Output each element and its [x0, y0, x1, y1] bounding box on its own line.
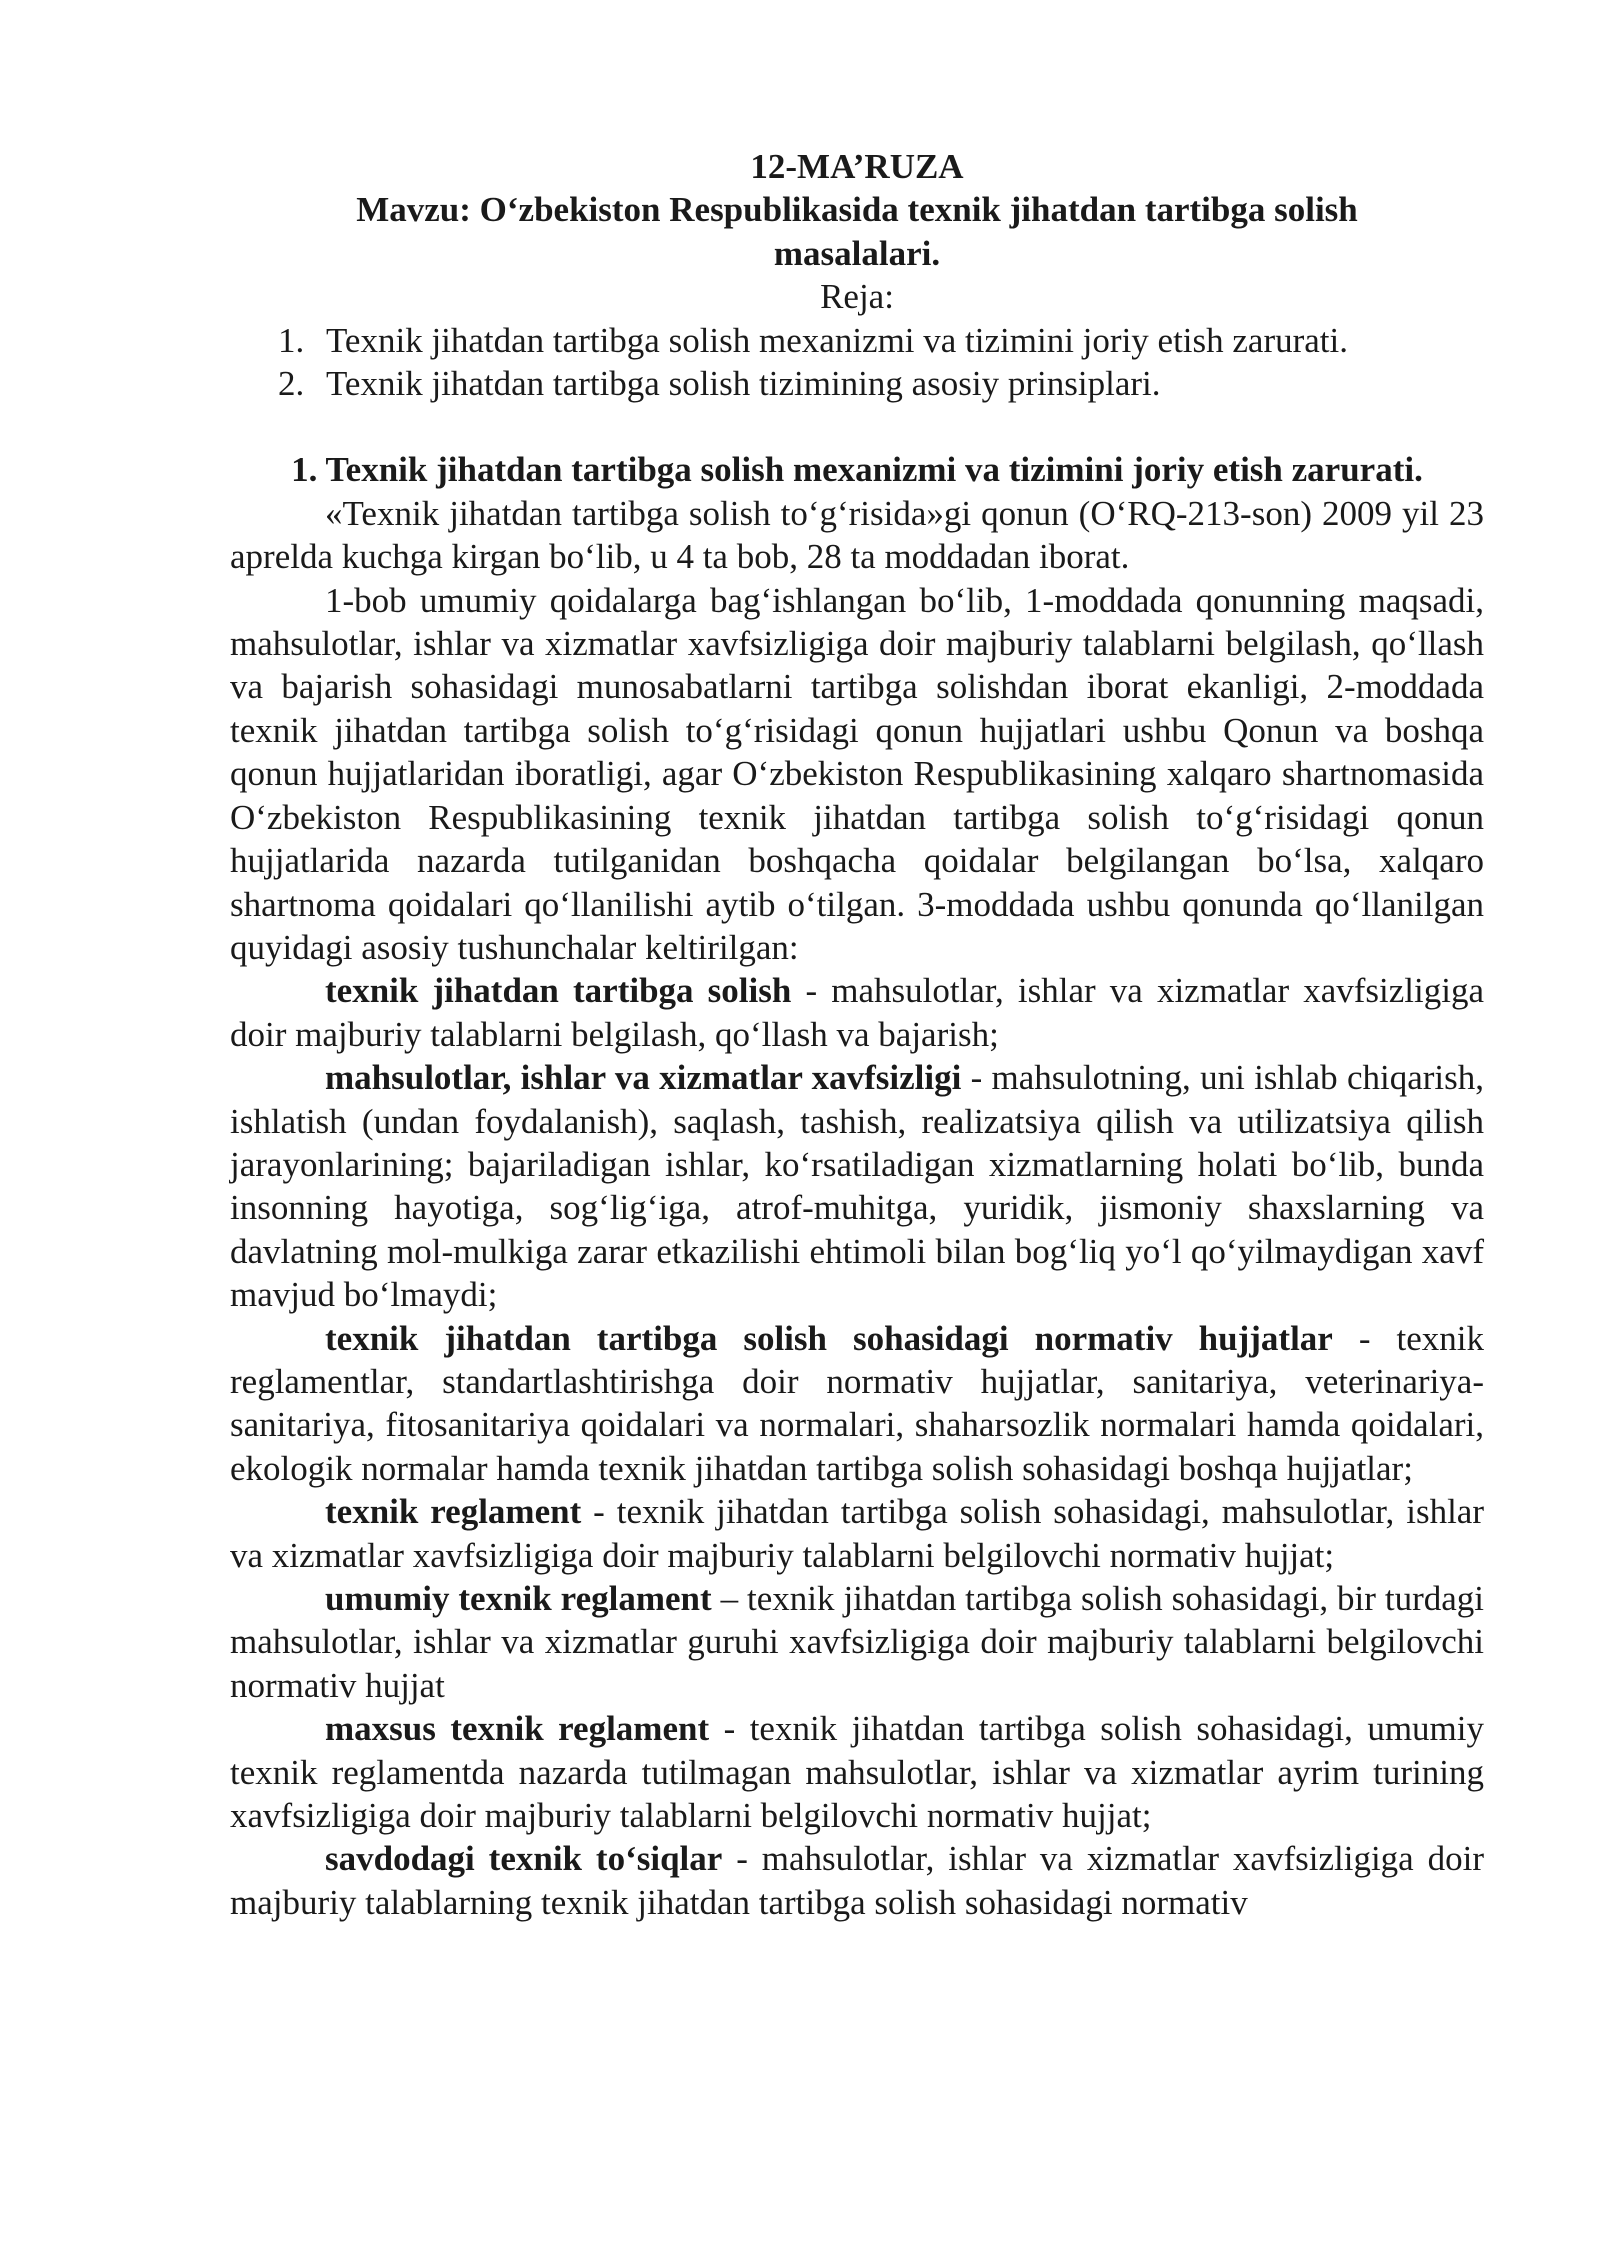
definition-term: savdodagi texnik to‘siqlar: [325, 1839, 723, 1879]
plan-item: [230, 362, 1484, 405]
lecture-topic: Mavzu: O‘zbekiston Respublikasida texnik jihatdan tartibga solish masalalari.: [356, 190, 1358, 273]
paragraph: [230, 579, 1484, 970]
definition-paragraph: [230, 1837, 1484, 1924]
definition-text: - texnik reglamentlar, standartlashtirishga doir normativ hujjatlar, sanitariya, veterinariya-sanitariya, fitosanitariya qoidalari va normalari, shaharsozlik normalari hamda qoidalari, ekologik normalar hamda texnik jihatdan tartibga solish sohasidagi boshqa hujjatlar;: [230, 1318, 1485, 1488]
definition-text: – texnik jihatdan tartibga solish sohasidagi, bir turdagi mahsulotlar, ishlar va xizmatlar guruhi xavfsizligiga doir majburiy talablarni belgilovchi normativ hujjat: [230, 1579, 1484, 1705]
plan-item-text: Texnik jihatdan tartibga solish tizimining asosiy prinsiplari.: [326, 364, 1161, 404]
paragraph-text: 1-bob umumiy qoidalarga bag‘ishlangan bo‘lib, 1-moddada qonunning maqsadi, mahsulotlar, ishlar va xizmatlar xavfsizligiga doir majburiy talablarni belgilash, qo‘llash va bajarish sohasidagi munosabatlarni tartibga solishdan iborat ekanligi, 2-moddada texnik jihatdan tartibga solish to‘g‘risidagi qonun hujjatlari ushbu Qonun va boshqa qonun hujjatlaridan iboratligi, agar O‘zbekiston Respublikasining xalqaro shartnomasida O‘zbekiston Respublikasining texnik jihatdan tartibga solish to‘g‘risidagi qonun hujjatlarida nazarda tutilganidan boshqacha qoidalar belgilangan bo‘lsa, xalqaro shartnoma qoidalari qo‘llanilishi aytib o‘tilgan. 3-moddada ushbu qonunda qo‘llanilgan quyidagi asosiy tushunchalar keltirilgan:: [230, 580, 1484, 967]
paragraph-text: «Texnik jihatdan tartibga solish to‘g‘risida»gi qonun (O‘RQ-213-son) 2009 yil 23 aprelda kuchga kirgan bo‘lib, u 4 ta bob, 28 ta moddadan iborat.: [230, 493, 1484, 577]
definition-text: - mahsulotlar, ishlar va xizmatlar xavfsizligiga doir majburiy talablarning texnik jihatdan tartibga solish sohasidagi normativ: [230, 1839, 1484, 1922]
document-page: [230, 145, 1484, 1924]
spacer: [230, 405, 1484, 448]
plan-item-text: Texnik jihatdan tartibga solish mexanizmi va tizimini joriy etish zarurati.: [326, 320, 1349, 360]
definition-text: - mahsulotning, uni ishlab chiqarish, ishlatish (undan foydalanish), saqlash, tashish, realizatsiya qilish va utilizatsiya qilish jarayonlarining; bajariladigan ishlar, ko‘rsatiladigan xizmatlarning holati bo‘lib, bunda insonning hayotiga, sog‘lig‘iga, atrof-muhitga, yuridik, jismoniy shaxslarning va davlatning mol-mulkiga zarar etkazilishi ehtimoli bilan bog‘liq yo‘l qo‘yilmaydigan xavf mavjud bo‘lmaydi;: [230, 1058, 1484, 1315]
plan-item-number: 2.: [278, 364, 305, 404]
plan-item: [230, 319, 1484, 362]
paragraph: [230, 492, 1484, 579]
definition-text: - texnik jihatdan tartibga solish sohasidagi, umumiy texnik reglamentda nazarda tutilmagan mahsulotlar, ishlar va xizmatlar ayrim turining xavfsizligiga doir majburiy talablarni belgilovchi normativ hujjat;: [230, 1709, 1484, 1836]
definition-term: mahsulotlar, ishlar va xizmatlar xavfsizligi: [325, 1058, 962, 1098]
definition-term: maxsus texnik reglament: [325, 1709, 710, 1749]
definition-term: texnik reglament: [325, 1492, 582, 1532]
definition-term: umumiy texnik reglament: [325, 1579, 712, 1618]
definition-term: texnik jihatdan tartibga solish sohasidagi normativ hujjatlar: [325, 1318, 1333, 1358]
definition-paragraph: [230, 969, 1484, 1056]
definition-paragraph: [230, 1056, 1484, 1316]
definition-term: texnik jihatdan tartibga solish: [325, 971, 792, 1011]
plan-label: Reja:: [820, 277, 894, 317]
definition-text: - mahsulotlar, ishlar va xizmatlar xavfsizligiga doir majburiy talablarni belgilash, qo‘llash va bajarish;: [230, 971, 1484, 1054]
definition-paragraph: [230, 1317, 1484, 1491]
definition-paragraph: [230, 1577, 1484, 1707]
lecture-number: 12-MA’RUZA: [750, 147, 964, 186]
definition-paragraph: [230, 1707, 1484, 1837]
plan-list: [230, 319, 1484, 406]
definition-paragraph: [230, 1490, 1484, 1577]
definition-text: - texnik jihatdan tartibga solish sohasidagi, mahsulotlar, ishlar va xizmatlar xavfsizligiga doir majburiy talablarni belgilovchi normativ hujjat;: [230, 1492, 1484, 1575]
plan-item-number: 1.: [278, 320, 305, 360]
section-heading: 1. Texnik jihatdan tartibga solish mexanizmi va tizimini joriy etish zarurati.: [291, 450, 1423, 490]
